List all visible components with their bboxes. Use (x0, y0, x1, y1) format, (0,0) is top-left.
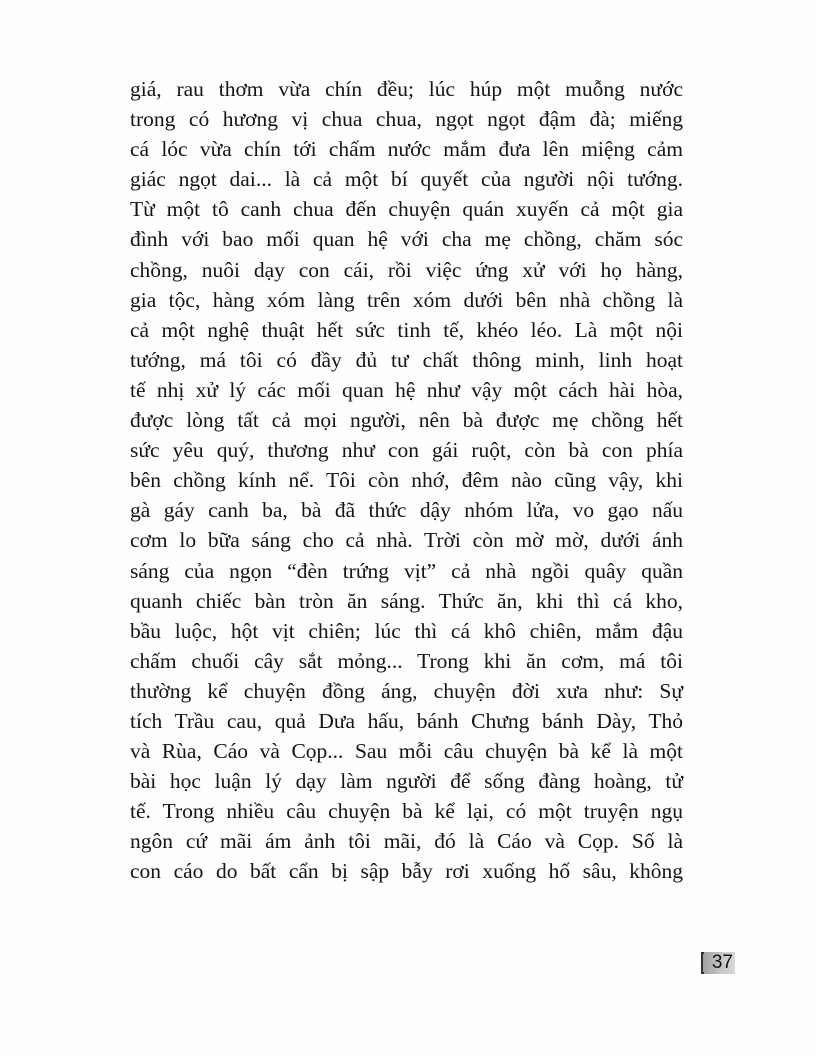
text-line: cả một nghệ thuật hết sức tinh tế, khéo léo. Là một nội (130, 317, 683, 342)
text-line: giá, rau thơm vừa chín đều; lúc húp một muỗng nước (130, 77, 683, 101)
page-number-badge (701, 952, 735, 974)
text-line: cơm lo bữa sáng cho cả nhà. Trời còn mờ mờ, dưới ánh (130, 528, 683, 553)
text-line: bên chồng kính nể. Tôi còn nhớ, đêm nào cũng vậy, khi (130, 468, 683, 493)
text-line: tích Trầu cau, quả Dưa hấu, bánh Chưng bánh Dày, Thỏ (130, 708, 683, 733)
text-line: được lòng tất cả mọi người, nên bà được mẹ chồng hết (130, 408, 683, 433)
text-line: sáng của ngọn “đèn trứng vịt” cả nhà ngồi quây quần (130, 558, 683, 583)
page-number-bracket (701, 952, 704, 974)
text-line: ngôn cứ mãi ám ảnh tôi mãi, đó là Cáo và Cọp. Số là (130, 829, 683, 854)
text-line: bầu luộc, hột vịt chiên; lúc thì cá khô chiên, mắm đậu (130, 618, 683, 643)
text-line: thường kể chuyện đồng áng, chuyện đời xưa như: Sự (130, 678, 683, 703)
text-line: chồng, nuôi dạy con cái, rồi việc ứng xử với họ hàng, (130, 257, 683, 282)
text-line: giác ngọt dai... là cả một bí quyết của người nội tướng. (130, 167, 683, 192)
text-line: và Rùa, Cáo và Cọp... Sau mỗi câu chuyện bà kể là một (130, 739, 683, 764)
text-line: gia tộc, hàng xóm làng trên xóm dưới bên nhà chồng là (130, 287, 683, 312)
page-number: 37 (711, 952, 733, 973)
text-line: trong có hương vị chua chua, ngọt ngọt đậm đà; miếng (130, 107, 683, 132)
text-line: đình với bao mối quan hệ với cha mẹ chồng, chăm sóc (130, 227, 683, 252)
text-line: bài học luận lý dạy làm người để sống đàng hoàng, tử (130, 769, 683, 794)
text-line: tướng, má tôi có đầy đủ tư chất thông minh, linh hoạt (130, 347, 683, 372)
text-line: chấm chuối cây sắt mỏng... Trong khi ăn cơm, má tôi (130, 648, 683, 673)
text-line: sức yêu quý, thương như con gái ruột, còn bà con phía (130, 438, 683, 463)
text-line: cá lóc vừa chín tới chấm nước mắm đưa lên miệng cảm (130, 137, 683, 162)
text-line: quanh chiếc bàn tròn ăn sáng. Thức ăn, khi thì cá kho, (130, 588, 683, 613)
text-line: tế nhị xử lý các mối quan hệ như vậy một cách hài hòa, (130, 377, 683, 402)
text-line: con cáo do bất cẩn bị sập bẫy rơi xuống hố sâu, không (130, 859, 683, 884)
text-line: tế. Trong nhiều câu chuyện bà kể lại, có một truyện ngụ (130, 799, 683, 824)
text-line: gà gáy canh ba, bà đã thức dậy nhóm lửa, vo gạo nấu (130, 498, 683, 523)
text-line: Từ một tô canh chua đến chuyện quán xuyến cả một gia (130, 197, 683, 222)
body-text (130, 74, 690, 887)
